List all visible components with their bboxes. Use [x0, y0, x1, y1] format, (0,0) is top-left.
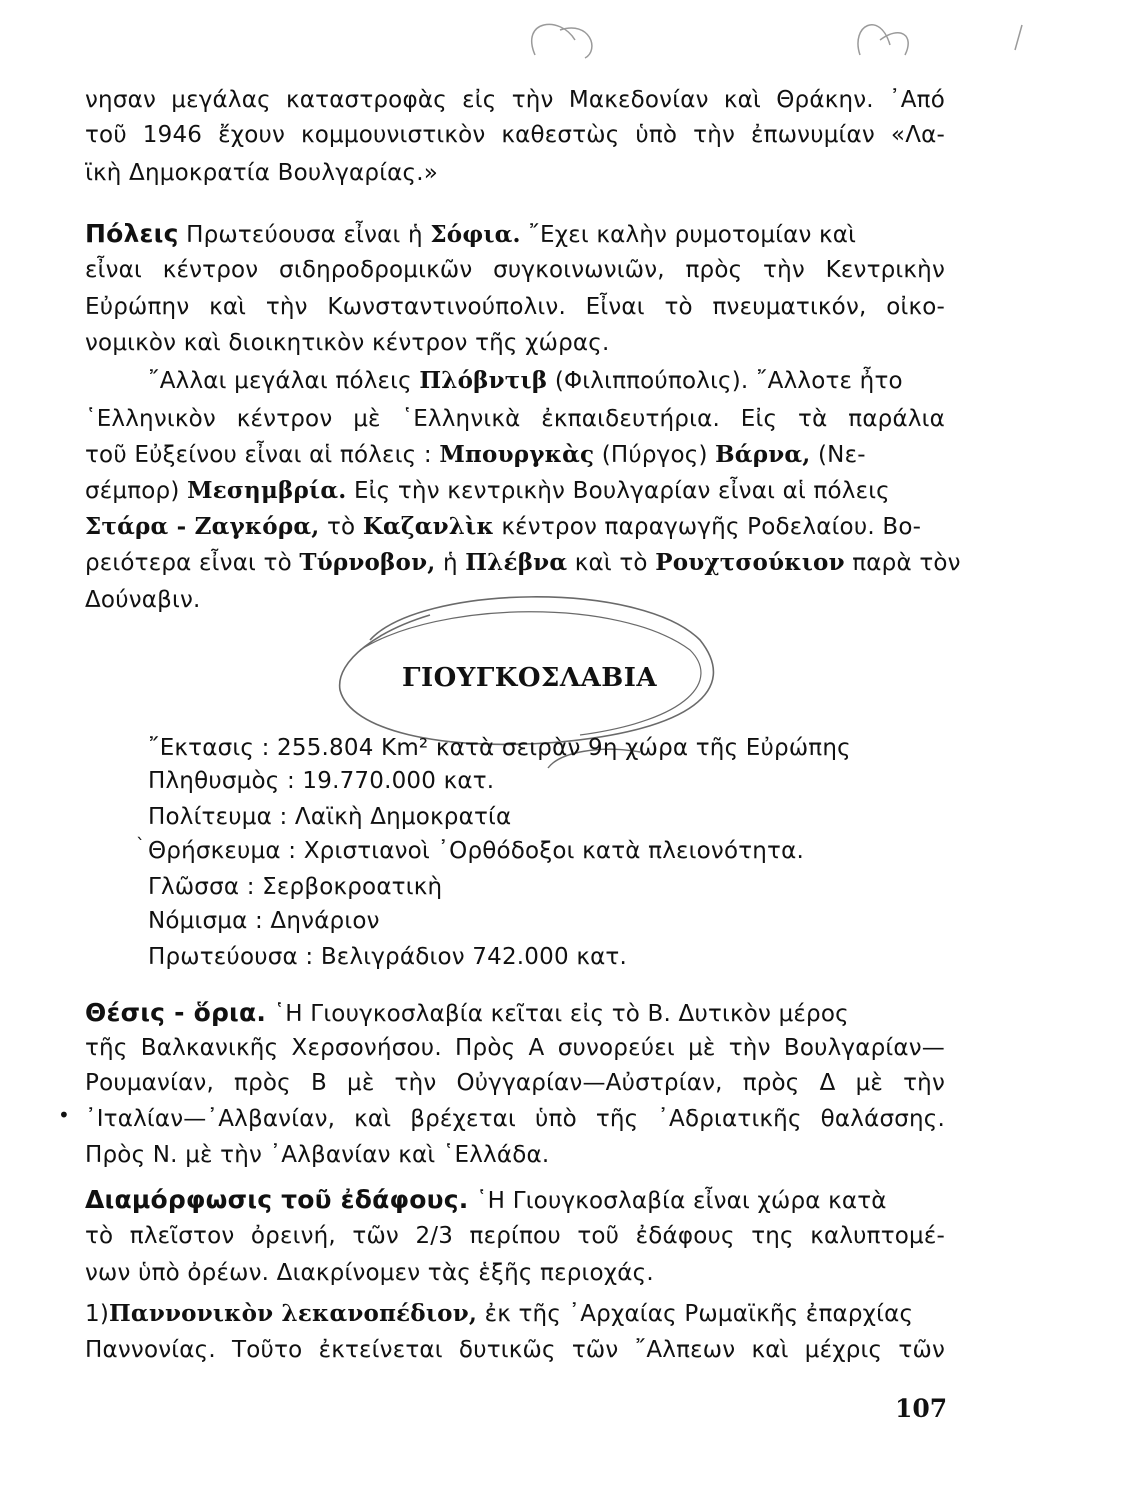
city-stara-zagora: Στάρα - Ζαγκόρα,	[85, 513, 320, 540]
city-plovdiv: Πλόβντιβ	[419, 367, 548, 394]
fact-government: Πολίτευμα : Λαϊκὴ Δημοκρατία	[148, 804, 512, 830]
text-span: τοῦ Εὐξείνου εἶναι αἱ πόλεις :	[85, 442, 432, 468]
section-title: ΓΙΟΥΓΚΟΣΛΑΒΙΑ	[402, 663, 658, 693]
intro-line-3: ϊκὴ Δημοκρατία Βουλγαρίας.»	[85, 160, 439, 186]
cities-line-4: νομικὸν καὶ διοικητικὸν κέντρον τῆς χώρας.	[85, 330, 610, 356]
city-kazanlak: Καζανλὶκ	[362, 513, 494, 540]
list-number: 1)	[85, 1301, 110, 1327]
text-span: ῾Η Γιουγκοσλαβία εἶναι χώρα κατὰ	[475, 1188, 887, 1214]
relief-line-3: νων ὑπὸ ὀρέων. Διακρίνομεν τὰς ἑξῆς περιοχάς.	[85, 1260, 654, 1286]
text-span: τὸ	[326, 514, 356, 540]
city-mesimvria: Μεσημβρία.	[187, 477, 347, 504]
city-ruse: Ρουχτσούκιον	[655, 549, 845, 576]
cities-line-3: Εὐρώπην καὶ τὴν Κωνσταντινούπολιν. Εἶναι τὸ πνευματικόν, οἰκο-	[85, 294, 945, 320]
position-heading: Θέσις - ὅρια.	[85, 998, 267, 1027]
position-line-5: Πρὸς Ν. μὲ τὴν ᾿Αλβανίαν καὶ ῾Ελλάδα.	[85, 1142, 550, 1168]
city-pleven: Πλέβνα	[465, 549, 568, 576]
city-varna: Βάρνα,	[715, 441, 811, 468]
text-span: Πρωτεύουσα εἶναι ἡ	[186, 222, 423, 248]
fact-capital: Πρωτεύουσα : Βελιγράδιον 742.000 κατ.	[148, 944, 627, 970]
text-span: κέντρον παραγωγῆς Ροδελαίου. Βο-	[501, 514, 922, 540]
city-burgas: Μπουργκὰς	[439, 441, 595, 468]
text-span: καὶ τὸ	[574, 550, 648, 576]
text-span: ῾Η Γιουγκοσλαβία κεῖται εἰς τὸ Β. Δυτικὸν μέρος	[273, 1001, 849, 1027]
cities-p2-line-7: Δούναβιν.	[85, 587, 201, 613]
pannonia-line-2: Παννονίας. Τοῦτο ἐκτείνεται δυτικῶς τῶν ῎Αλπεων καὶ μέχρις τῶν	[85, 1337, 945, 1363]
cities-p2-line-1	[148, 364, 945, 398]
cities-p2-line-3	[85, 438, 945, 472]
position-line-2: τῆς Βαλκανικῆς Χερσονήσου. Πρὸς Α συνορεύει μὲ τὴν Βουλγαρίαν—	[85, 1035, 945, 1061]
text-span: Εἰς τὴν κεντρικὴν Βουλγαρίαν εἶναι αἱ πόλεις	[353, 478, 890, 504]
text-span: (Φιλιππούπολις). ῎Αλλοτε ἦτο	[554, 368, 903, 394]
pencil-mark-top	[0, 0, 1132, 80]
cities-line-1	[85, 217, 945, 252]
city-tarnovo: Τύρνοβον,	[299, 549, 436, 576]
margin-tick-mark: `	[136, 835, 145, 856]
relief-line-2: τὸ πλεῖστον ὀρεινή, τῶν 2/3 περίπου τοῦ ἐδάφους της καλυπτομέ-	[85, 1223, 945, 1249]
text-span: ἡ	[442, 550, 458, 576]
text-span: ῎Εχει καλὴν ρυμοτομίαν καὶ	[528, 222, 857, 248]
position-line-1	[85, 996, 945, 1031]
relief-heading: Διαμόρφωσις τοῦ ἐδάφους.	[85, 1185, 469, 1214]
cities-p2-line-6	[85, 546, 961, 580]
cities-heading: Πόλεις	[85, 219, 179, 248]
fact-population: Πληθυσμὸς : 19.770.000 κατ.	[148, 768, 495, 794]
cities-line-2: εἶναι κέντρον σιδηροδρομικῶν συγκοινωνιῶν, πρὸς τὴν Κεντρικὴν	[85, 257, 945, 283]
fact-currency: Νόμισμα : Δηνάριον	[148, 908, 380, 934]
text-span: παρὰ τὸν	[852, 550, 961, 576]
fact-religion: Θρήσκευμα : Χριστιανοὶ ᾿Ορθόδοξοι κατὰ πλειονότητα.	[148, 838, 804, 864]
page-number: 107	[895, 1394, 948, 1423]
position-line-3: Ρουμανίαν, πρὸς Β μὲ τὴν Οὐγγαρίαν—Αὐστρίαν, πρὸς Δ μὲ τὴν	[85, 1070, 945, 1096]
intro-line-1: νησαν μεγάλας καταστροφὰς εἰς τὴν Μακεδονίαν καὶ Θράκην. ᾿Από	[85, 87, 945, 113]
fact-area: ῎Εκτασις : 255.804 Km² κατὰ σειρὰν 9η χώρα τῆς Εὐρώπης	[148, 735, 851, 761]
intro-line-2: τοῦ 1946 ἔχουν κομμουνιστικὸν καθεστὼς ὑπὸ τὴν ἐπωνυμίαν «Λα-	[85, 122, 945, 148]
fact-language: Γλῶσσα : Σερβοκροατικὴ	[148, 874, 443, 900]
text-span: ῎Αλλαι μεγάλαι πόλεις	[148, 368, 412, 394]
relief-line-1	[85, 1183, 945, 1218]
pannonia-term: Παννονικὸν λεκανοπέδιον,	[109, 1300, 478, 1327]
text-span: ἐκ τῆς ᾿Αρχαίας Ρωμαϊκῆς ἐπαρχίας	[484, 1301, 914, 1327]
cities-p2-line-5	[85, 510, 945, 544]
pannonia-line-1	[85, 1297, 945, 1331]
text-span: ρειότερα εἶναι τὸ	[85, 550, 292, 576]
cities-p2-line-4	[85, 474, 945, 508]
text-span: σέμπορ)	[85, 478, 180, 504]
text-span: (Πύργος)	[601, 442, 708, 468]
city-sofia: Σόφια.	[430, 221, 521, 248]
cities-p2-line-2: ῾Ελληνικὸν κέντρον μὲ ῾Ελληνικὰ ἐκπαιδευτήρια. Εἰς τὰ παράλια	[85, 406, 945, 432]
position-line-4: ᾿Ιταλίαν—᾿Αλβανίαν, καὶ βρέχεται ὑπὸ τῆς ᾿Αδριατικῆς θαλάσσης.	[85, 1106, 945, 1132]
margin-dot: •	[58, 1103, 70, 1127]
text-span: (Νε-	[817, 442, 866, 468]
